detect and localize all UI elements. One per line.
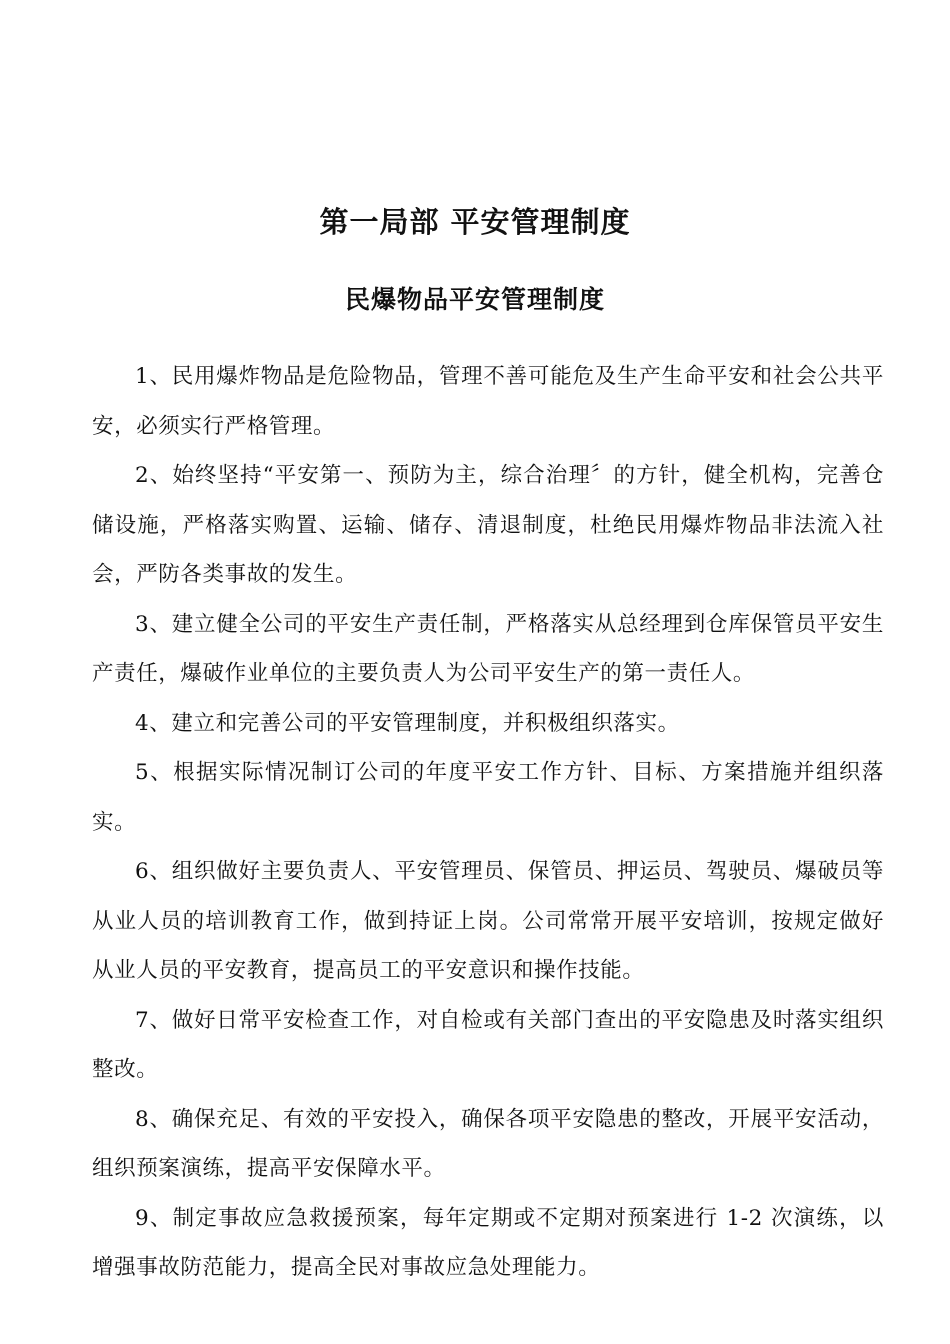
paragraph-3: 3、建立健全公司的平安生产责任制，严格落实从总经理到仓库保管员平安生产责任，爆破作业单位的主要负责人为公司平安生产的第一责任人。 bbox=[92, 611, 884, 686]
paragraph-2: 2、始终坚持“平安第一、预防为主，综合治理〞的方针，健全机构，完善仓储设施，严格落实购置、运输、储存、清退制度，杜绝民用爆炸物品非法流入社会，严防各类事故的发生。 bbox=[92, 463, 884, 587]
part-title: 第一局部 平安管理制度 bbox=[319, 205, 631, 239]
paragraph-4: 4、建立和完善公司的平安管理制度，并积极组织落实。 bbox=[135, 710, 680, 736]
paragraph-5: 5、根据实际情况制订公司的年度平安工作方针、目标、方案措施并组织落实。 bbox=[92, 760, 884, 835]
paragraph-7: 7、做好日常平安检查工作，对自检或有关部门查出的平安隐患及时落实组织整改。 bbox=[92, 1007, 884, 1082]
paragraph-1: 1、民用爆炸物品是危险物品，管理不善可能危及生产生命平安和社会公共平安，必须实行严格管理。 bbox=[92, 364, 884, 439]
body-text bbox=[92, 352, 884, 1293]
paragraph-9: 9、制定事故应急救援预案，每年定期或不定期对预案进行 1-2 次演练，以增强事故防范能力，提高全民对事故应急处理能力。 bbox=[92, 1205, 884, 1280]
document-title: 民爆物品平安管理制度 bbox=[344, 285, 605, 314]
paragraph-6: 6、组织做好主要负责人、平安管理员、保管员、押运员、驾驶员、爆破员等从业人员的培训教育工作，做到持证上岗。公司常常开展平安培训，按规定做好从业人员的平安教育，提高员工的平安意识和操作技能。 bbox=[92, 859, 884, 983]
paragraph-8: 8、确保充足、有效的平安投入，确保各项平安隐患的整改，开展平安活动，组织预案演练，提高平安保障水平。 bbox=[92, 1106, 884, 1181]
